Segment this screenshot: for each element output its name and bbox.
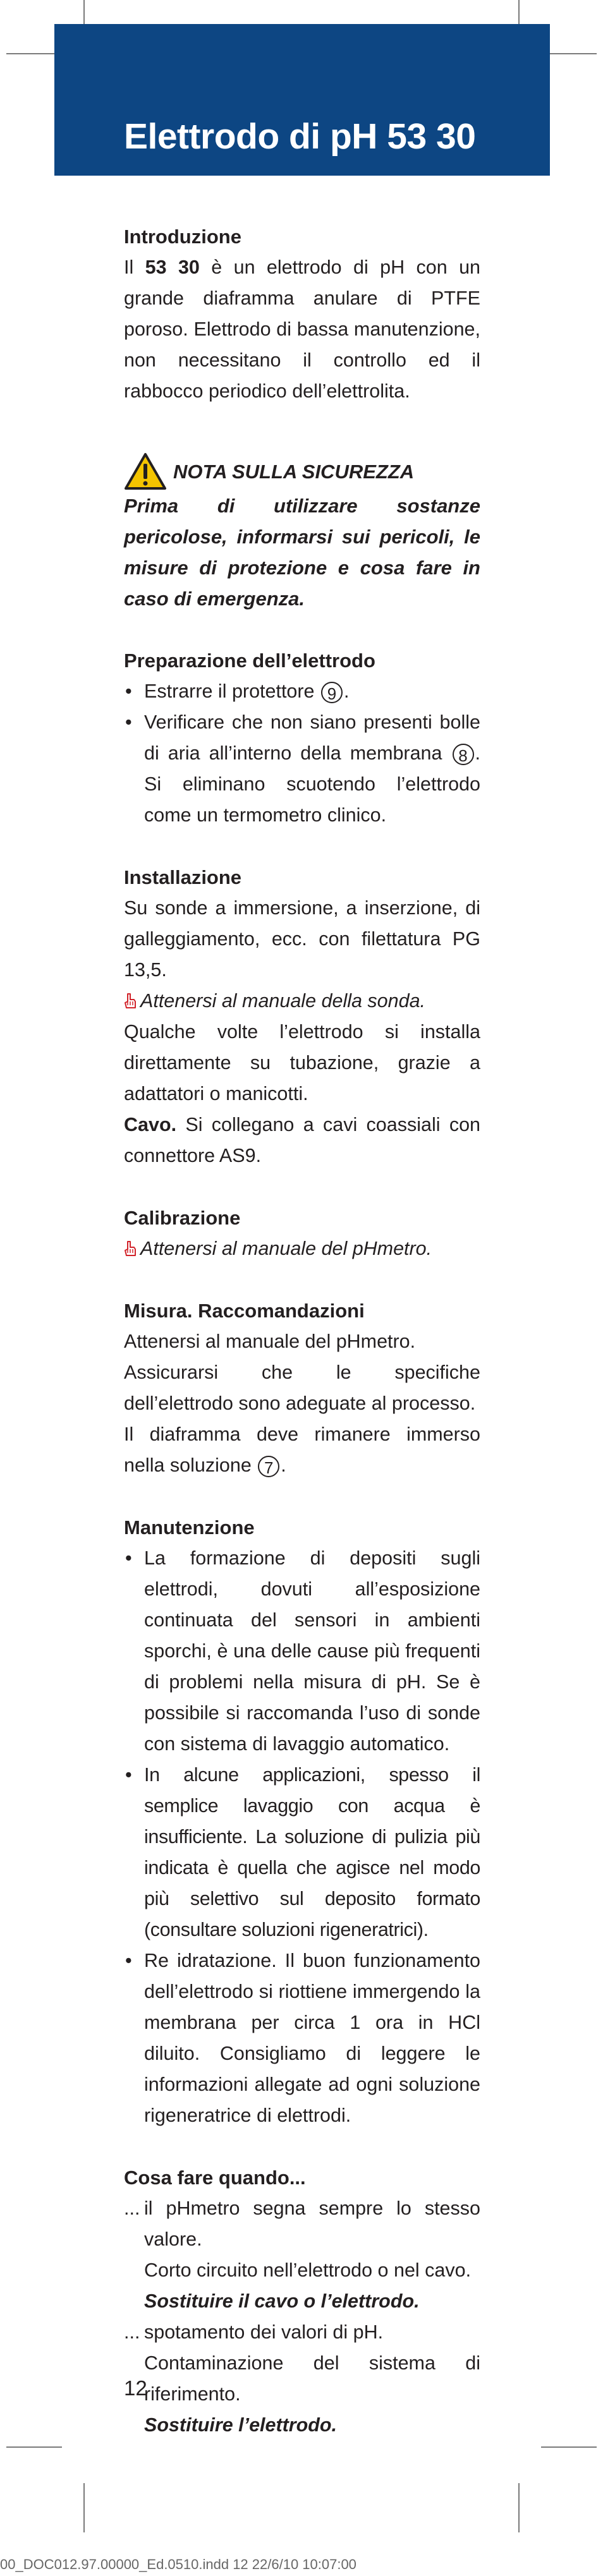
- list-item: [124, 1760, 480, 1945]
- list-item-text: La formazione di depositi sugli elettrodi, dovuti all’esposizione continuata del sensori in ambienti sporchi, è una delle cause più frequenti di problemi nella misura di pH. Se è possibile si raccomanda l’uso di sonde con sistema di lavaggio automatico.: [144, 1547, 480, 1755]
- bullet-icon: •: [125, 1547, 132, 1569]
- case-action: Sostituire il cavo o l’elettrodo.: [144, 2290, 420, 2312]
- preparation-heading: Preparazione dell’elettrodo: [124, 650, 375, 672]
- case-symptom: spotamento dei valori di pH.: [144, 2321, 384, 2343]
- cable-label: Cavo.: [124, 1114, 177, 1135]
- crop-mark: [6, 53, 57, 54]
- installation-note: [124, 986, 480, 1017]
- title-banner: [54, 24, 550, 176]
- warning-triangle-icon: [124, 452, 167, 490]
- calibration-section: [124, 1202, 480, 1264]
- cable-description: Si collegano a cavi coassiali con connettore AS9.: [124, 1114, 480, 1166]
- measurement-heading: Misura. Raccomandazioni: [124, 1300, 365, 1322]
- part-reference: 8: [453, 744, 474, 765]
- crop-mark: [83, 2483, 85, 2532]
- bullet-icon: •: [125, 680, 132, 702]
- pointing-hand-icon: [124, 1240, 137, 1257]
- bullet-icon: •: [125, 1764, 132, 1786]
- crop-mark: [541, 2446, 597, 2448]
- part-reference: 7: [258, 1456, 279, 1477]
- list-item-after: . Si eliminano scuotendo l’elettrodo come un termometro clinico.: [144, 742, 480, 826]
- troubleshooting-section: [124, 2162, 480, 2441]
- measurement-line-1: Attenersi al manuale del pHmetro.: [124, 1331, 416, 1352]
- intro-text-pre: Il: [124, 257, 145, 278]
- calibration-note-text: Attenersi al manuale del pHmetro.: [140, 1238, 432, 1259]
- intro-section: [124, 221, 480, 407]
- safety-text: Prima di utilizzare sostanze pericolose, informarsi sui pericoli, le misure di protezione e cosa fare in caso di emergenza.: [124, 495, 480, 610]
- safety-title: [124, 452, 480, 490]
- page-title: Elettrodo di pH 53 30: [124, 116, 476, 157]
- crop-mark: [518, 2483, 520, 2532]
- installation-heading: Installazione: [124, 866, 242, 888]
- pointing-hand-icon: [124, 993, 137, 1009]
- troubleshooting-case: [124, 2193, 480, 2317]
- safety-heading: NOTA SULLA SICUREZZA: [173, 460, 415, 483]
- part-reference: 9: [321, 682, 343, 703]
- maintenance-section: [124, 1512, 480, 2131]
- maintenance-list: [124, 1543, 480, 2131]
- crop-mark: [6, 2446, 62, 2448]
- print-slug: 00_DOC012.97.00000_Ed.0510.indd 12 22/6/10 10:07:00: [0, 2556, 356, 2572]
- intro-model: 53 30: [145, 257, 200, 278]
- list-item: [124, 1543, 480, 1760]
- list-item-text: Estrarre il protettore: [144, 680, 320, 702]
- bullet-icon: •: [125, 711, 132, 733]
- list-item-text: Verificare che non siano presenti bolle di aria all’interno della membrana: [144, 711, 480, 764]
- cable-text: [124, 1110, 480, 1171]
- troubleshooting-case: [124, 2317, 480, 2441]
- document-body: [124, 221, 480, 2472]
- installation-text: Su sonde a immersione, a inserzione, di galleggiamento, ecc. con filettatura PG 13,5.: [124, 897, 480, 981]
- crop-mark: [545, 53, 597, 54]
- measurement-line-3-text: Il diaframma deve rimanere immerso nella soluzione: [124, 1424, 480, 1476]
- page-number: 12: [124, 2376, 147, 2400]
- list-item: [124, 676, 480, 707]
- measurement-line-3-after: .: [281, 1454, 286, 1476]
- case-cause: Corto circuito nell’elettrodo o nel cavo.: [144, 2259, 472, 2281]
- intro-heading: Introduzione: [124, 226, 241, 248]
- troubleshooting-heading: Cosa fare quando...: [124, 2167, 306, 2189]
- preparation-list: [124, 676, 480, 831]
- calibration-heading: Calibrazione: [124, 1207, 241, 1229]
- list-item: [124, 1945, 480, 2131]
- intro-text: [124, 252, 480, 407]
- case-cause: Contaminazione del sistema di riferimento.: [144, 2352, 480, 2405]
- installation-text-2: Qualche volte l’elettrodo si installa direttamente su tubazione, grazie a adattatori o manicotti.: [124, 1021, 480, 1104]
- calibration-note: [124, 1233, 480, 1264]
- list-item-text: In alcune applicazioni, spesso il semplice lavaggio con acqua è insufficiente. La soluzione di pulizia più indicata è quella che agisce nel modo più selettivo sul deposito formato (consultare soluzioni rigeneratrici).: [144, 1764, 480, 1940]
- measurement-section: [124, 1295, 480, 1481]
- list-item: [124, 707, 480, 831]
- preparation-section: [124, 645, 480, 831]
- bullet-icon: •: [125, 1950, 132, 1971]
- case-symptom: il pHmetro segna sempre lo stesso valore.: [144, 2198, 480, 2250]
- intro-text-body: è un elettrodo di pH con un grande diaframma anulare di PTFE poroso. Elettrodo di bassa manutenzione, non necessitano il controllo ed il rabbocco periodico dell’elettrolita.: [124, 257, 480, 402]
- measurement-line-3: [124, 1419, 480, 1481]
- measurement-line-2: Assicurarsi che le specifiche dell’elettrodo sono adeguate al processo.: [124, 1362, 480, 1414]
- case-action: Sostituire l’elettrodo.: [144, 2414, 338, 2436]
- list-item-after: .: [344, 680, 350, 702]
- installation-note-text: Attenersi al manuale della sonda.: [140, 990, 426, 1012]
- installation-section: [124, 862, 480, 1171]
- safety-section: [124, 452, 480, 614]
- list-item-text: Re idratazione. Il buon funzionamento dell’elettrodo si riottiene immergendo la membrana per circa 1 ora in HCl diluito. Consigliamo di leggere le informazioni allegate ad ogni soluzione rigeneratrice di elettrodi.: [144, 1950, 480, 2126]
- ellipsis: ...: [124, 2198, 140, 2219]
- maintenance-heading: Manutenzione: [124, 1516, 255, 1539]
- ellipsis: ...: [124, 2321, 140, 2343]
